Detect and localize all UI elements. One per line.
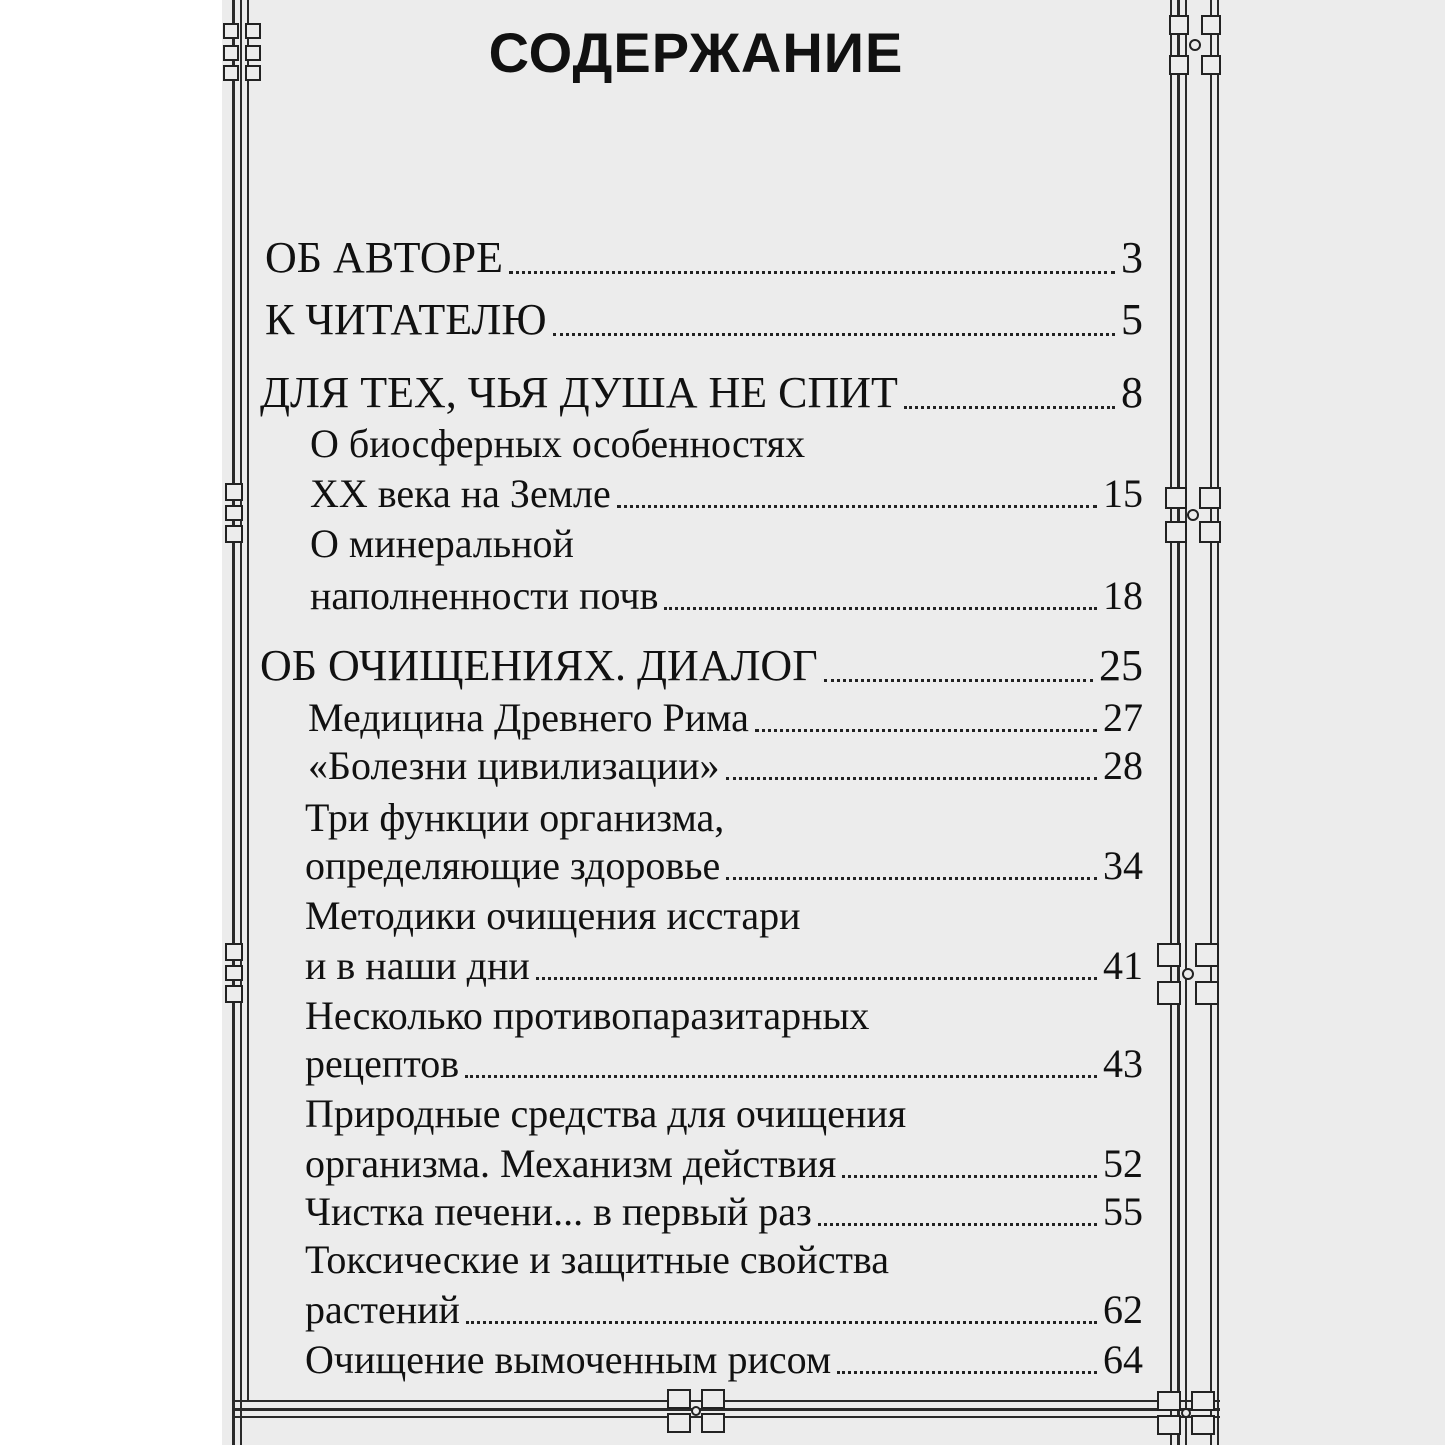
toc-entry[interactable] (305, 1040, 1143, 1087)
toc-leader-dots (617, 505, 1097, 508)
toc-page-number: 41 (1103, 943, 1143, 988)
toc-page-number: 25 (1099, 641, 1143, 690)
toc-leader-dots (726, 877, 1097, 880)
toc-page-number: 64 (1103, 1337, 1143, 1382)
toc-leader-dots (824, 679, 1093, 682)
toc-leader-dots (465, 1075, 1097, 1078)
toc-entry[interactable] (308, 694, 1143, 741)
toc-entry[interactable] (260, 367, 1143, 418)
toc-entry[interactable] (305, 942, 1143, 989)
toc-entry[interactable] (305, 1140, 1143, 1187)
toc-page-number: 52 (1103, 1141, 1143, 1186)
toc-leader-dots (755, 729, 1097, 732)
toc-leader-dots (664, 607, 1097, 610)
toc-leader-dots (553, 333, 1115, 336)
toc-entry-first-line: О биосферных особенностях (310, 421, 806, 466)
toc-page-number: 43 (1103, 1041, 1143, 1086)
toc-entry-first-line: Методики очищения исстари (305, 893, 801, 938)
toc-page-number: 5 (1121, 295, 1143, 344)
toc-entry[interactable] (310, 572, 1143, 619)
toc-entry[interactable] (308, 742, 1143, 789)
toc-entry[interactable] (265, 294, 1143, 345)
toc-page-number: 15 (1103, 471, 1143, 516)
toc-entry-label: XX века на Земле (310, 471, 611, 516)
toc-page-number: 18 (1103, 573, 1143, 618)
toc-entry-label: ОБ АВТОРЕ (265, 233, 504, 282)
toc-entry[interactable] (260, 640, 1143, 691)
toc-entry-label: организма. Механизм действия (305, 1141, 837, 1186)
toc-entry-label: «Болезни цивилизации» (308, 743, 720, 788)
toc-entry[interactable] (265, 232, 1143, 283)
toc-entry-label: растений (305, 1287, 460, 1332)
toc-leader-dots (818, 1223, 1097, 1226)
toc-page-number: 34 (1103, 843, 1143, 888)
toc-entry-label: Медицина Древнего Рима (308, 695, 749, 740)
toc-entry[interactable] (310, 470, 1143, 517)
toc-entry-label: Чистка печени... в первый раз (305, 1189, 812, 1234)
toc-entry-label: ДЛЯ ТЕХ, ЧЬЯ ДУША НЕ СПИТ (260, 368, 898, 417)
toc-entry-label: наполненности почв (310, 573, 659, 618)
toc-page-number: 8 (1121, 368, 1143, 417)
toc-leader-dots (904, 406, 1115, 409)
toc-entry[interactable] (305, 1336, 1143, 1383)
toc-leader-dots (466, 1321, 1097, 1324)
page-title: СОДЕРЖАНИЕ (488, 21, 904, 84)
toc-entry[interactable] (305, 1188, 1143, 1235)
toc-entry-first-line: О минеральной (310, 521, 574, 566)
toc-entry-label: Очищение вымоченным рисом (305, 1337, 832, 1382)
toc-entry-first-line: Природные средства для очищения (305, 1091, 907, 1136)
toc-entry-label: ОБ ОЧИЩЕНИЯХ. ДИАЛОГ (260, 641, 818, 690)
toc-page-number: 3 (1121, 233, 1143, 282)
toc-entry[interactable] (305, 842, 1143, 889)
toc-entry-label: и в наши дни (305, 943, 530, 988)
toc-entry[interactable] (305, 1286, 1143, 1333)
toc-entry-label: К ЧИТАТЕЛЮ (265, 295, 547, 344)
toc-page-number: 28 (1103, 743, 1143, 788)
toc-entry-label: определяющие здоровье (305, 843, 721, 888)
toc-page-number: 62 (1103, 1287, 1143, 1332)
toc-leader-dots (536, 977, 1097, 980)
toc-leader-dots (837, 1371, 1097, 1374)
toc-entry-first-line: Три функции организма, (305, 795, 725, 840)
toc-page-number: 27 (1103, 695, 1143, 740)
toc-page-number: 55 (1103, 1189, 1143, 1234)
toc-entry-label: рецептов (305, 1041, 460, 1086)
toc-leader-dots (509, 271, 1115, 274)
toc-leader-dots (726, 777, 1097, 780)
toc-leader-dots (842, 1175, 1097, 1178)
toc-entry-first-line: Токсические и защитные свойства (305, 1237, 890, 1282)
toc-entry-first-line: Несколько противопаразитарных (305, 993, 870, 1038)
